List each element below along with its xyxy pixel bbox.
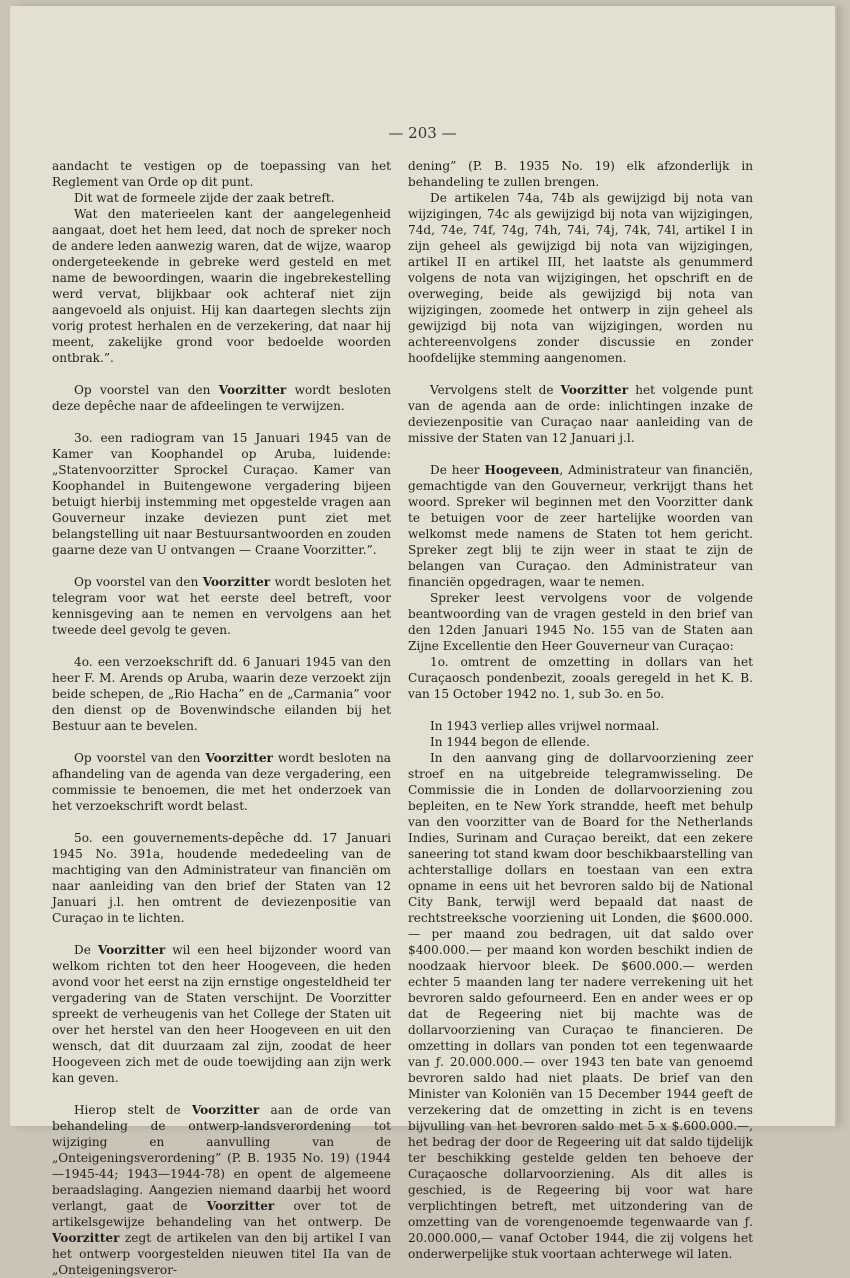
- text-run: wil een heel bijzonder woord van welkom richten tot den heer Hoogeveen, die heden avond voor het eerst na zijn ernstige ongesteldheid ter vergadering van de Staten verschijnt. De Voorzitter spreekt de verheugenis van het College der Staten uit over het herstel van den heer Hoogeveen en uit den wensch, dat dit duurzaam zal zijn, zoodat de heer Hoogeveen zich met de oude toewijding aan zijn werk kan geven.: [52, 943, 391, 1085]
- paragraph: De artikelen 74a, 74b als gewijzigd bij nota van wijzigingen, 74c als gewijzigd bij nota van wijzigingen, 74d, 74e, 74f, 74g, 74h, 74i, 74j, 74k, 74l, artikel I in zijn geheel als gewijzigd bij nota van wijzigingen, artikel II en artikel III, het laatste als genummerd volgens de nota van wijzigingen, het opschrift en de overweging, beide als gewijzigd bij nota van wijzigingen, zoomede het ontwerp in zijn geheel als gewijzigd bij nota van wijzigingen, worden nu achtereenvolgens zonder discussie en zonder hoofdelijke stemming aangenomen.: [408, 191, 753, 365]
- paragraph: In 1944 begon de ellende.: [430, 735, 590, 749]
- paragraph: Wat den materieelen kant der aangelegenheid aangaat, doet het hem leed, dat noch de spreker noch de andere leden aanwezig waren, dat de wijze, waarop ondergeteekende in gebreke werd gesteld en met name de bewoordingen, waarin die ingebrekestelling werd vervat, blijkbaar ook achteraf niet zijn aangevoeld als onjuist. Hij kan daartegen slechts zijn vorig protest herhalen en de verzekering, dat naar hij meent, zakelijke grond voor bedoelde woorden ontbrak.”.: [52, 207, 391, 365]
- bold-name: Voorzitter: [218, 383, 287, 397]
- bold-name: Voorzitter: [205, 751, 273, 765]
- text-run: De: [74, 943, 98, 957]
- text-run: Op voorstel van den: [74, 383, 219, 397]
- document-page: [10, 6, 835, 1277]
- text-run: wordt besloten het telegram voor wat het eerste deel betreft, voor kennisgeving aan te nemen en vervolgens aan het tweede deel gevolg te geven.: [52, 575, 391, 637]
- right-column: [408, 158, 753, 1262]
- bold-name: Voorzitter: [560, 383, 629, 397]
- bold-name: Voorzitter: [52, 1231, 120, 1245]
- bold-name: Voorzitter: [191, 1103, 260, 1117]
- text-run: , Administrateur van financiën, gemachtigde van den Gouverneur, verkrijgt thans het woord. Spreker wil beginnen met den Voorzitter dank te betuigen voor de zeer hartelijke woorden van welkomst mede namens de Staten tot hem gericht. Spreker zegt blij te zijn weer in staat te zijn de belangen van Curaçao. den Administrateur van financiën opgedragen, waar te nemen.: [408, 463, 754, 589]
- text-run: Hierop stelt de: [74, 1103, 192, 1117]
- paragraph: aandacht te vestigen op de toepassing van het Reglement van Orde op dit punt.: [52, 159, 391, 189]
- paragraph: [52, 1102, 391, 1278]
- paragraph-gap: [408, 446, 753, 462]
- paragraph: 3o. een radiogram van 15 Januari 1945 van de Kamer van Koophandel op Aruba, luidende: „Statenvoorzitter Sprockel Curaçao. Kamer van Koophandel in Buitengewone vergadering bijeen betuigt hierbij instemming met opgestelde vragen aan Gouverneur inzake deviezen punt ziet met belangstelling uit naar Bestuursantwoorden en zouden gaarne deze van U ontvangen — Craane Voorzitter.”.: [52, 431, 391, 557]
- paragraph: [52, 750, 391, 814]
- text-run: Op voorstel van den: [74, 751, 206, 765]
- paragraph-gap: [52, 366, 391, 382]
- text-run: wordt besloten deze depêche naar de afdeelingen te verwijzen.: [52, 383, 392, 413]
- paragraph: [408, 382, 753, 446]
- paragraph-gap: [52, 734, 391, 750]
- text-run: het volgende punt van de agenda aan de orde: inlichtingen inzake de deviezenpositie van Curaçao naar aanleiding van de missive der Staten van 12 Januari j.l.: [408, 383, 753, 445]
- paragraph: In den aanvang ging de dollarvoorziening zeer stroef en na uitgebreide telegramwisseling. De Commissie die in Londen de dollarvoorziening zou bepleiten, en te New York strandde, heeft met behulp van den voorzitter van de Board for the Netherlands Indies, Surinam and Curaçao bereikt, dat een zekere saneering tot stand kwam door beschikbaarstelling van achterstallige dollars en toestaan van een extra opname in eens uit het bevroren saldo bij de National City Bank, terwijl werd bepaald dat naast de rechtstreeksche voorziening uit Londen, die $600.000.— per maand zou bedragen, uit dat saldo over $400.000.— per maand kon worden beschikt indien de noodzaak hiervoor bleek. De $600.000.— werden echter 5 maanden lang ter nadere verrekening uit het bevroren saldo gefourneerd. Een en ander wees er op dat de Regeering niet bij machte was de dollarvoorziening van Curaçao te financieren. De omzetting in dollars van ponden tot een tegenwaarde van ƒ. 20.000.000.— over 1943 ten bate van genoemd bevroren saldo had niet plaats. De brief van den Minister van Koloniën van 15 December 1944 geeft de verzekering dat de omzetting in zicht is en tevens bijvulling van het bevroren saldo met 5 x $.600.000.—, het bedrag der door de Regeering uit dat saldo tijdelijk ter beschikking gestelde gelden ten behoeve der Curaçaosche dollarvoorziening. Als dit alles is geschied, is de Regeering bij voor wat hare verplichtingen betreft, met uitzondering van de omzetting van de vorengenoemde tegenwaarde van ƒ. 20.000.000,— vanaf October 1944, die zij volgens het onderwerpelijke stuk voortaan achterwege wil laten.: [408, 751, 753, 1261]
- paragraph-gap: [52, 814, 391, 830]
- bold-name: Hoogeveen: [484, 463, 560, 477]
- paragraph: Dit wat de formeele zijde der zaak betreft.: [74, 191, 335, 205]
- text-run: Vervolgens stelt de: [430, 383, 561, 397]
- text-run: De heer: [430, 463, 485, 477]
- paragraph-gap: [408, 702, 753, 718]
- paragraph: [52, 382, 391, 414]
- page-number: — 203 —: [388, 124, 457, 142]
- text-run: zegt de artikelen van den bij artikel I van het ontwerp voorgestelden nieuwen titel IIa van de „Onteigeningsveror-: [52, 1231, 391, 1277]
- bold-name: Voorzitter: [202, 575, 271, 589]
- text-run: wordt besloten na afhandeling van de agenda van deze vergadering, een commissie te benoemen, die met het onderzoek van het verzoekschrift wordt belast.: [52, 751, 391, 813]
- paragraph-gap: [408, 366, 753, 382]
- paragraph-gap: [52, 558, 391, 574]
- left-column: [52, 158, 391, 1278]
- text-run: Op voorstel van den: [74, 575, 203, 589]
- paragraph: 5o. een gouvernements-depêche dd. 17 Januari 1945 No. 391a, houdende mededeeling van de machtiging van den Administrateur van financiën om naar aanleiding van den brief der Staten van 12 Januari j.l. hen omtrent de deviezenpositie van Curaçao in te lichten.: [52, 831, 391, 925]
- paragraph: [408, 462, 753, 590]
- paragraph-gap: [52, 414, 391, 430]
- paragraph: dening” (P. B. 1935 No. 19) elk afzonderlijk in behandeling te zullen brengen.: [408, 159, 753, 189]
- bold-name: Voorzitter: [206, 1199, 275, 1213]
- paragraph: Spreker leest vervolgens voor de volgende beantwoording van de vragen gesteld in den brief van den 12den Januari 1945 No. 155 van de Staten aan Zijne Excellentie den Heer Gouverneur van Curaçao:: [408, 591, 753, 653]
- paragraph-gap: [52, 1086, 391, 1102]
- paragraph: [52, 942, 391, 1086]
- bold-name: Voorzitter: [97, 943, 166, 957]
- text-run: aan de orde van behandeling de ontwerp-landsverordening tot wijziging en aanvulling van de „Onteigeningsverordening” (P. B. 1935 No. 19) (1944—1945-44; 1943—1944-78) en opent de algemeene beraadslaging. Aangezien niemand daarbij het woord verlangt, gaat de: [52, 1103, 392, 1213]
- paragraph-gap: [52, 926, 391, 942]
- paragraph: 1o. omtrent de omzetting in dollars van het Curaçaosch pondenbezit, zooals geregeld in het K. B. van 15 October 1942 no. 1, sub 3o. en 5o.: [408, 655, 753, 701]
- paragraph: 4o. een verzoekschrift dd. 6 Januari 1945 van den heer F. M. Arends op Aruba, waarin deze verzoekt zijn beide schepen, de „Rio Hacha” en de „Carmania” voor den dienst op de Bovenwindsche eilanden bij het Bestuur aan te bevelen.: [52, 655, 391, 733]
- paragraph-gap: [52, 638, 391, 654]
- paragraph: In 1943 verliep alles vrijwel normaal.: [430, 719, 660, 733]
- text-run: over tot de artikelsgewijze behandeling van het ontwerp. De: [52, 1199, 391, 1229]
- paragraph: [52, 574, 391, 638]
